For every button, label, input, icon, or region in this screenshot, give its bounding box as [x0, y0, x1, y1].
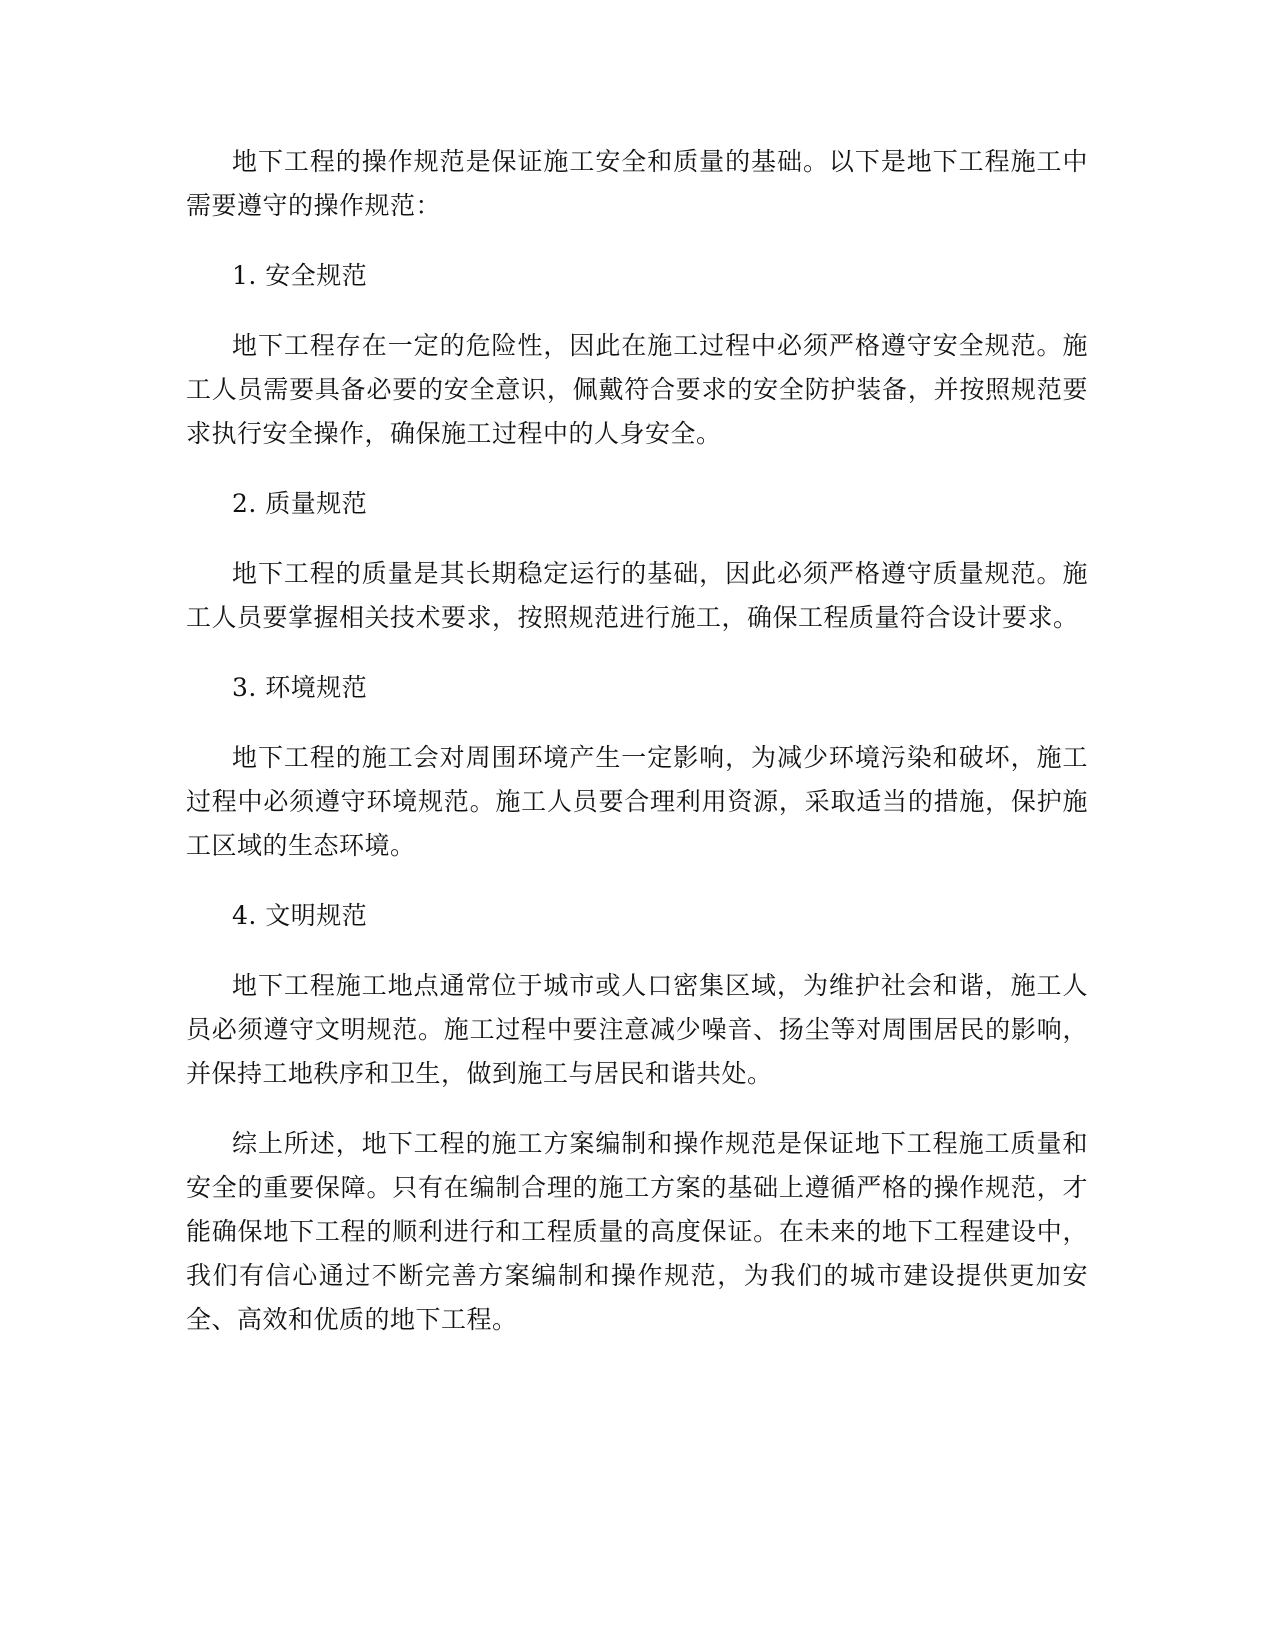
section-body-quality: 地下工程的质量是其长期稳定运行的基础，因此必须严格遵守质量规范。施工人员要掌握相关技术要求，按照规范进行施工，确保工程质量符合设计要求。	[186, 559, 1088, 632]
conclusion-paragraph: 综上所述，地下工程的施工方案编制和操作规范是保证地下工程施工质量和安全的重要保障。只有在编制合理的施工方案的基础上遵循严格的操作规范，才能确保地下工程的顺利进行和工程质量的高度保证。在未来的地下工程建设中，我们有信心通过不断完善方案编制和操作规范，为我们的城市建设提供更加安全、高效和优质的地下工程。	[186, 1129, 1088, 1334]
section-body-civility: 地下工程施工地点通常位于城市或人口密集区域，为维护社会和谐，施工人员必须遵守文明规范。施工过程中要注意减少噪音、扬尘等对周围居民的影响，并保持工地秩序和卫生，做到施工与居民和谐共处。	[186, 971, 1088, 1088]
section-heading-civility: 4. 文明规范	[232, 901, 368, 930]
section-body-environment: 地下工程的施工会对周围环境产生一定影响，为减少环境污染和破坏，施工过程中必须遵守环境规范。施工人员要合理利用资源，采取适当的措施，保护施工区域的生态环境。	[186, 743, 1088, 860]
section-body-safety: 地下工程存在一定的危险性，因此在施工过程中必须严格遵守安全规范。施工人员需要具备必要的安全意识，佩戴符合要求的安全防护装备，并按照规范要求执行安全操作，确保施工过程中的人身安全。	[186, 331, 1088, 448]
intro-paragraph: 地下工程的操作规范是保证施工安全和质量的基础。以下是地下工程施工中需要遵守的操作规范：	[186, 147, 1088, 220]
section-heading-environment: 3. 环境规范	[232, 673, 368, 702]
section-heading-safety: 1. 安全规范	[232, 261, 368, 290]
section-heading-quality: 2. 质量规范	[232, 489, 368, 518]
document-body	[186, 140, 1088, 1368]
